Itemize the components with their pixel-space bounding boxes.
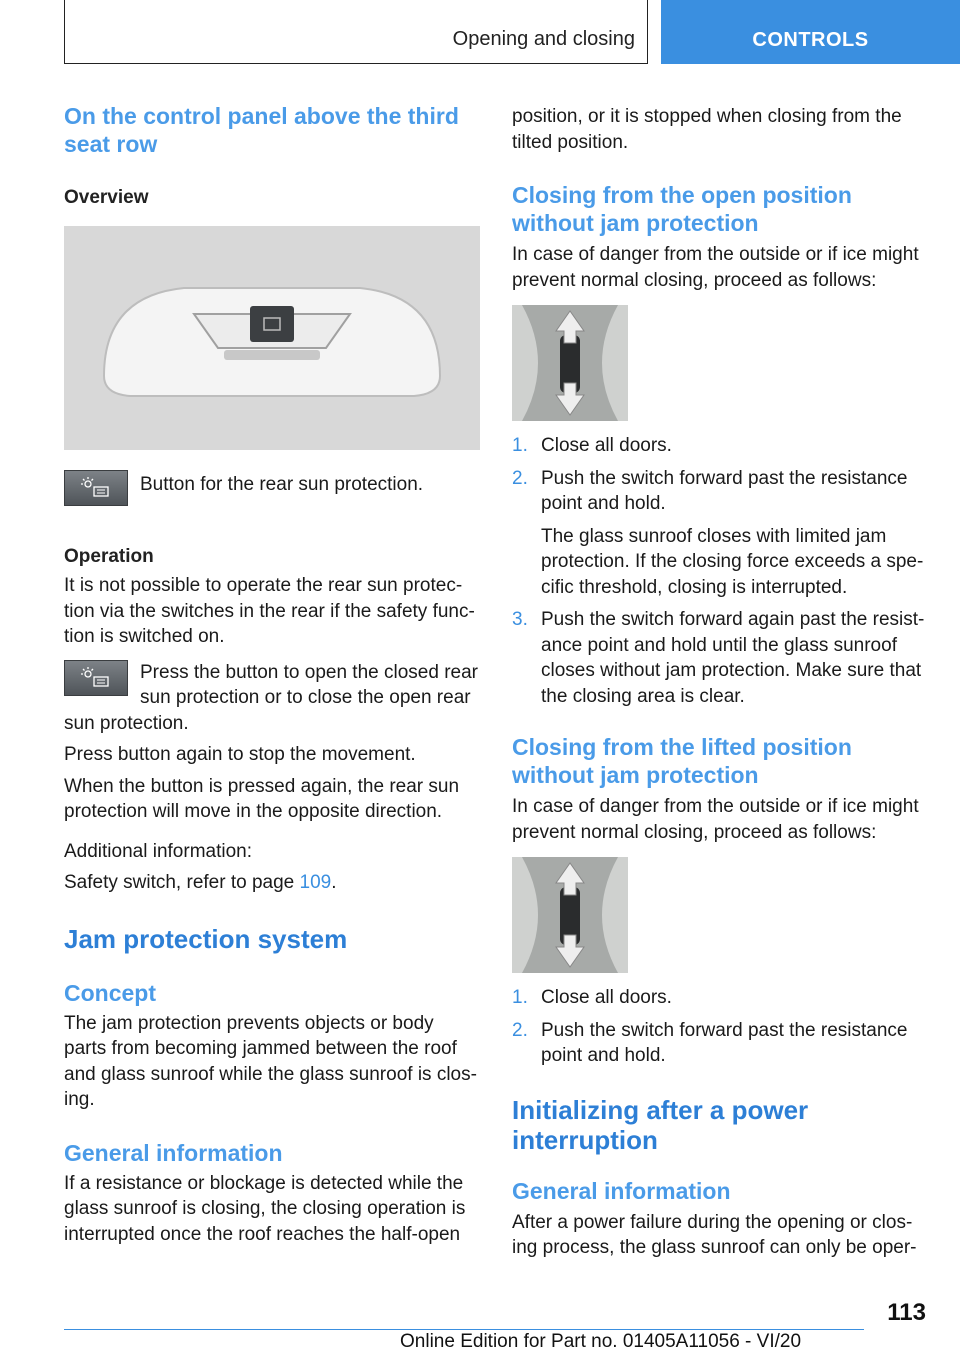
lifted-steps-list bbox=[512, 985, 928, 1069]
control-panel-photo bbox=[64, 226, 480, 450]
safety-switch-ref-suffix: . bbox=[331, 872, 337, 893]
operation-text-4: When the button is pressed again, the rear sun protection will move in the opposite direction. bbox=[64, 775, 460, 822]
operation-text-2: Press the button to open the closed rear sun protection or to close the open rear sun protection. bbox=[64, 661, 478, 734]
header-section-box bbox=[64, 0, 648, 64]
list-item-sub: The glass sunroof closes with limited jam protection. If the closing force exceeds a spe-cific threshold, closing is interrupted. bbox=[541, 525, 924, 598]
additional-info-label: Additional information: bbox=[64, 840, 252, 862]
heading-jam-protection: Jam protection system bbox=[64, 923, 348, 954]
heading-concept: Concept bbox=[64, 979, 156, 1006]
page-109-link[interactable]: 109 bbox=[299, 872, 332, 893]
operation-text-1: It is not possible to operate the rear sun protec-tion via the switches in the rear if the safety func-tion is switched on. bbox=[64, 575, 475, 647]
heading-control-panel: On the control panel above the third seat row bbox=[64, 103, 459, 157]
heading-init-general-info: General information bbox=[512, 1177, 731, 1204]
page-number: 113 bbox=[887, 1299, 926, 1326]
switch-photo-open bbox=[512, 305, 628, 421]
footer-divider bbox=[64, 1329, 864, 1330]
header-section-title: Opening and closing bbox=[452, 28, 635, 50]
switch-photo-lifted bbox=[512, 857, 628, 973]
safety-switch-ref bbox=[64, 870, 480, 896]
left-column bbox=[64, 100, 480, 1247]
heading-overview: Overview bbox=[64, 187, 149, 208]
open-intro: In case of danger from the outside or if ice might prevent normal closing, proceed as follows: bbox=[512, 244, 919, 291]
list-item: 2. Push the switch forward past the resistance point and hold. bbox=[512, 467, 908, 514]
button-caption: Button for the rear sun protection. bbox=[140, 474, 424, 495]
header-chapter-tab: CONTROLS bbox=[661, 0, 960, 64]
rear-sun-protection-button-icon bbox=[64, 470, 128, 506]
concept-text: The jam protection prevents objects or body parts from becoming jammed between the roof and glass sunroof while the glass sunroof is clos-ing. bbox=[64, 1012, 477, 1110]
list-item: 1. Close all doors. bbox=[512, 435, 672, 456]
list-item: 2. Push the switch forward past the resistance point and hold. bbox=[512, 1019, 908, 1066]
init-text: After a power failure during the opening or clos-ing process, the glass sunroof can only be oper- bbox=[512, 1211, 917, 1258]
continued-text: position, or it is stopped when closing from the tilted position. bbox=[512, 106, 902, 153]
right-column bbox=[512, 100, 928, 1261]
footer-edition: Online Edition for Part no. 01405A11056 - VI/20 bbox=[400, 1331, 802, 1352]
heading-general-info: General information bbox=[64, 1139, 283, 1166]
control-panel-illustration bbox=[64, 226, 480, 450]
button-caption-row bbox=[64, 470, 480, 506]
general-info-text: If a resistance or blockage is detected while the glass sunroof is closing, the closing operation is interrupted once the roof reaches the half-open bbox=[64, 1172, 466, 1245]
list-item: 3. Push the switch forward again past the resist-ance point and hold until the glass sunroof closes without jam protection. Make sure that the closing area is clear. bbox=[512, 609, 925, 707]
open-steps-list bbox=[512, 433, 928, 709]
lifted-intro: In case of danger from the outside or if ice might prevent normal closing, proceed as follows: bbox=[512, 796, 919, 843]
operation-text-2-block bbox=[64, 660, 480, 737]
heading-open-position: Closing from the open position without jam protection bbox=[512, 182, 852, 236]
rear-sun-protection-button-icon-2 bbox=[64, 660, 128, 696]
heading-operation: Operation bbox=[64, 546, 154, 567]
safety-switch-ref-prefix: Safety switch, refer to page bbox=[64, 872, 300, 893]
operation-text-3: Press button again to stop the movement. bbox=[64, 744, 416, 765]
heading-initializing: Initializing after a power interruption bbox=[512, 1094, 809, 1155]
list-item: 1. Close all doors. bbox=[512, 987, 672, 1008]
heading-lifted-position: Closing from the lifted position without jam protection bbox=[512, 734, 852, 788]
